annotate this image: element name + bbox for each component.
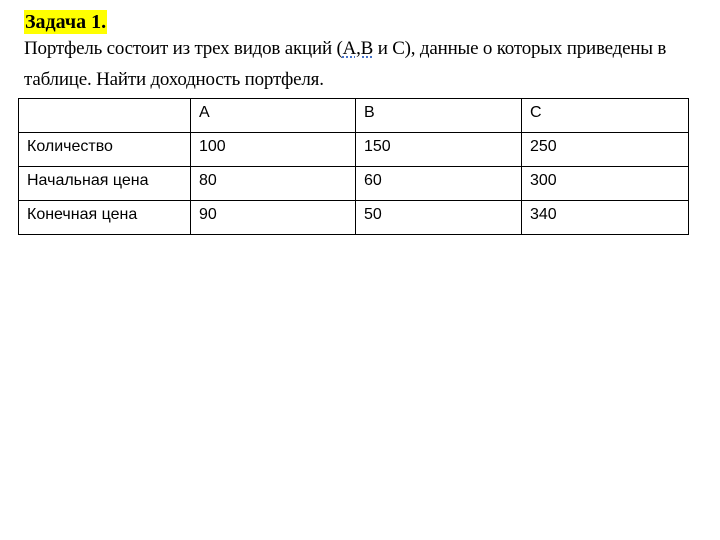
table-cell: 300 <box>522 167 689 201</box>
table-cell: 340 <box>522 201 689 235</box>
description-part-2: А,В <box>342 38 374 59</box>
table-row <box>19 133 689 167</box>
header-cell-empty <box>19 99 191 133</box>
portfolio-table <box>18 98 689 235</box>
table-cell: 150 <box>356 133 522 167</box>
header-cell-a: A <box>191 99 356 133</box>
table-header-row <box>19 99 689 133</box>
row-label: Количество <box>19 133 191 167</box>
table-row <box>19 167 689 201</box>
table-cell: 50 <box>356 201 522 235</box>
task-title: Задача 1. <box>25 11 107 33</box>
table-cell: 250 <box>522 133 689 167</box>
task-description <box>24 33 704 95</box>
table-cell: 100 <box>191 133 356 167</box>
description-part-3: и С), данные о которых приведены в таблице. Найти доходность портфеля. <box>24 38 667 90</box>
row-label: Конечная цена <box>19 201 191 235</box>
description-part-1: Портфель состоит из трех видов акций ( <box>24 38 343 59</box>
table-cell: 60 <box>356 167 522 201</box>
header-cell-b: B <box>356 99 522 133</box>
row-label: Начальная цена <box>19 167 191 201</box>
table-cell: 80 <box>191 167 356 201</box>
table-row <box>19 201 689 235</box>
table-cell: 90 <box>191 201 356 235</box>
header-cell-c: C <box>522 99 689 133</box>
